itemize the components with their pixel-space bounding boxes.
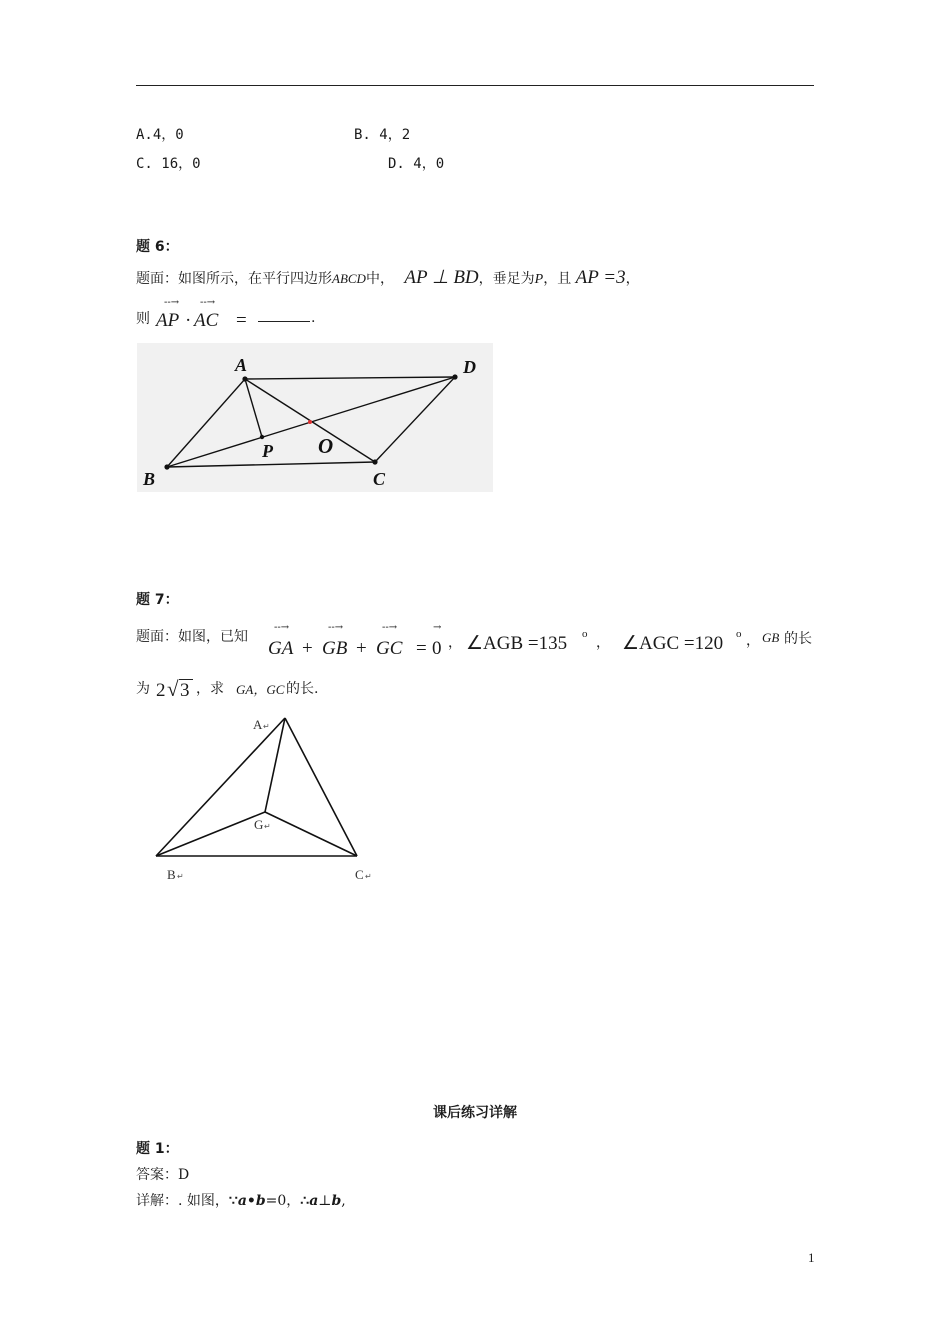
option-a: A.4，0 [136,127,184,143]
q7-vec-ga: GA [268,638,294,659]
q6-vec-ap-arrow: --→ [164,297,180,308]
q6-label-b: B [143,469,156,489]
page-number: 1 [808,1250,815,1265]
q7-angle-agb-deg: o [582,628,588,640]
q7-comma-1: ， [448,635,462,651]
q7-ask: ，求 [196,681,224,697]
q7-label-c: C [355,867,364,882]
q7-eq: = [416,638,427,659]
q6-point-o [308,420,312,424]
q6-point-p [260,435,264,439]
a1-detail [136,1190,346,1210]
q6-eq: = [236,310,247,331]
q7-de-chang: 的长 [784,631,812,647]
q7-side-ac [285,718,357,856]
q6-dot: · [185,310,192,331]
q6-label-d: D [463,357,476,377]
a1-answer: 答案：D [136,1167,190,1183]
q6-p: P [534,272,544,287]
option-b: B. 4，2 [354,127,411,143]
a1-end: , [341,1193,346,1209]
q7-side-ab [156,718,285,856]
q7-ask-end: 的长. [286,681,319,697]
q7-wei: 为 [136,681,150,697]
a1-detail-prefix: 详解：. 如图， [136,1193,229,1209]
q6-label-a: A [235,355,248,375]
q7-plus-1: + [302,638,313,659]
q6-point-a [242,376,247,381]
a1-therefore: ∴ [300,1193,310,1209]
section-title: 课后练习详解 [433,1105,517,1121]
q6-foot-text: ，垂足为 [478,271,535,287]
q7-label-g: G [254,817,264,832]
q7-label-b: B [167,867,176,882]
q7-return-mark-a: ↵ [263,722,270,731]
a1-perp: ⊥ [318,1193,332,1209]
q6-abcd: ABCD [332,271,366,286]
q7-return-mark-g: ↵ [264,822,271,831]
q7-value-radicand: 3 [180,680,190,701]
q6-answer-blank [258,321,310,322]
a1-heading: 题 1： [136,1141,179,1157]
a1-a: a [237,1193,247,1209]
q7-segment-gc [265,812,357,856]
q6-then: 则 [136,311,150,327]
q7-vec-gb: GB [322,638,348,659]
header-rule [136,85,814,86]
q7-gb: GB [762,630,780,645]
q6-ap-perp-bd: AP ⊥ BD [404,267,479,288]
q6-vec-ac-arrow: --→ [200,297,216,308]
q6-label-c: C [373,469,386,489]
q7-vec-gb-arrow: --→ [328,622,344,633]
q7-plus-2: + [356,638,367,659]
q7-radical-sign: √ [167,677,179,701]
q6-stem [136,266,640,289]
q7-heading: 题 7： [136,592,179,608]
q6-point-b [164,464,169,469]
q7-zero-arrow: → [433,622,442,633]
q6-heading: 题 6： [136,239,179,255]
q6-vec-ap: AP [156,310,180,331]
q7-return-mark-b: ↵ [177,872,184,881]
q7-comma-2: ， [596,635,610,651]
q7-vec-gc: GC [376,638,403,659]
q7-angle-agc: ∠AGC =120 [622,633,724,654]
a1-bullet: • [246,1193,256,1209]
q6-figure-background [137,343,493,492]
q6-ap-3: AP =3 [575,267,626,288]
q7-segment-ga [265,718,285,812]
a1-a-2: a [309,1193,319,1209]
q7-stem-line2 [136,672,436,708]
q6-zhong: 中， [365,271,394,287]
q7-comma-3: ， [746,633,760,649]
a1-b: b [255,1193,266,1209]
q7-stem [136,618,816,664]
option-d: D. 4，0 [388,156,445,172]
q6-label-p: P [262,441,273,461]
a1-b-2: b [331,1193,342,1209]
q7-return-mark-c: ↵ [365,872,372,881]
q7-angle-agc-deg: o [736,628,742,640]
q7-ga-gc: GA，GC [236,682,285,697]
q7-segment-gb [156,812,265,856]
q6-point-d [452,374,457,379]
q7-zero: 0 [432,638,442,659]
q6-period: . [311,310,316,326]
a1-because: ∵ [228,1193,238,1209]
option-c: C. 16，0 [136,156,201,172]
q7-vec-ga-arrow: --→ [274,622,290,633]
q6-stem-prefix: 题面：如图所示，在平行四边形 [136,271,332,287]
q7-angle-agb: ∠AGB =135 [466,633,568,654]
q7-value-coef: 2 [156,680,166,701]
q6-label-o: O [318,434,334,458]
q6-point-c [372,459,377,464]
q6-comma: ， [625,271,640,287]
q7-label-a: A [253,717,263,732]
q7-stem-prefix: 题面：如图，已知 [136,629,248,645]
q6-parallelogram-figure [137,343,493,492]
q6-vec-ac: AC [194,310,219,331]
q6-and: ，且 [543,271,572,287]
q7-triangle-figure [150,710,390,890]
a1-eq0: =0， [265,1193,301,1209]
q7-vec-gc-arrow: --→ [382,622,398,633]
